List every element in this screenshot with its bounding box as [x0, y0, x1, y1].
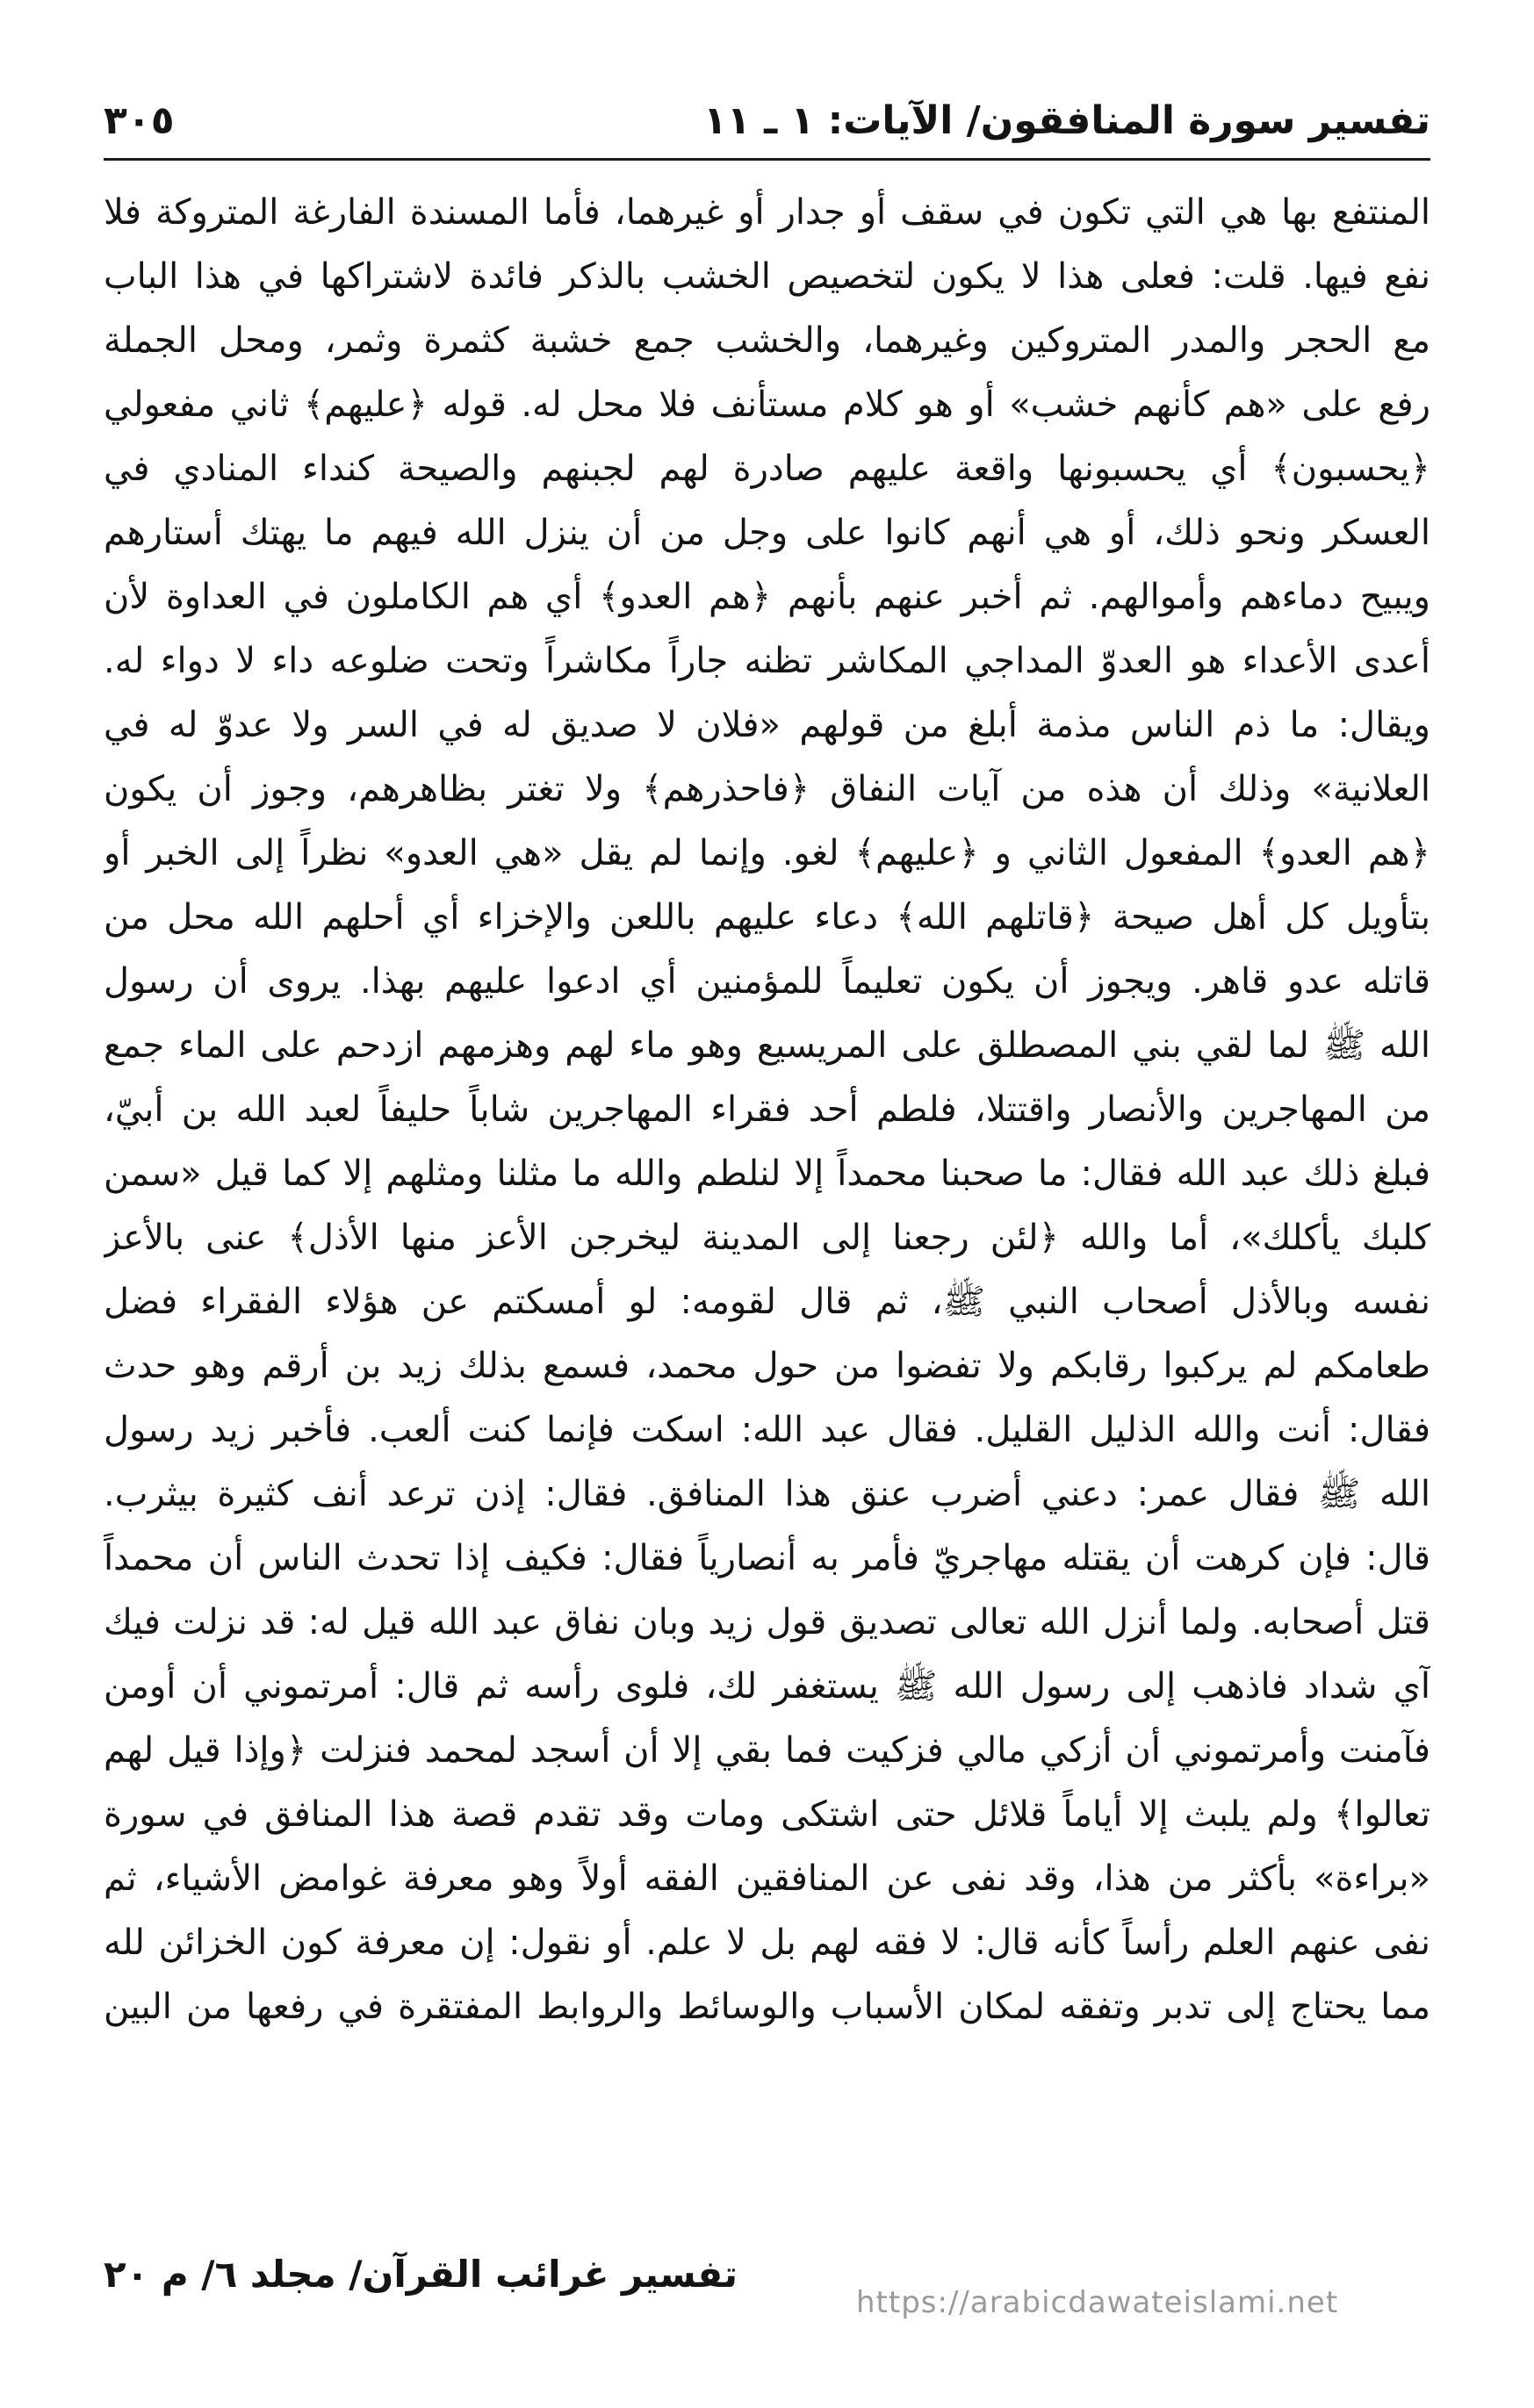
text-line: قتل أصحابه. ولما أنزل الله تعالى تصديق قول زيد وبان نفاق عبد الله قيل له: قد نزلت فيك — [104, 1602, 1430, 1642]
text-line: المنتفع بها هي التي تكون في سقف أو جدار أو غيرهما، فأما المسندة الفارغة المتروكة فلا — [104, 192, 1430, 233]
page-number: ٣٠٥ — [104, 98, 175, 143]
text-line: ﴿يحسبون﴾ أي يحسبونها واقعة عليهم صادرة لهم لجبنهم والصيحة كنداء المنادي في — [104, 449, 1430, 489]
text-line: كلبك يأكلك»، أما والله ﴿لئن رجعنا إلى المدينة ليخرجن الأعز منها الأذل﴾ عنى بالأعز — [104, 1218, 1430, 1258]
text-line: مع الحجر والمدر المتروكين وغيرهما، والخشب جمع خشبة كثمرة وثمر، ومحل الجملة — [104, 320, 1430, 361]
text-line: قاتله عدو قاهر. ويجوز أن يكون تعليماً للمؤمنين أي ادعوا عليهم بهذا. يروى أن رسول — [104, 961, 1430, 1002]
text-line: طعامكم لم يركبوا رقابكم ولا تفضوا من حول محمد، فسمع بذلك زيد بن أرقم وهو حدث — [104, 1346, 1430, 1386]
text-line: أعدى الأعداء هو العدوّ المداجي المكاشر تظنه جاراً مكاشراً وتحت ضلوعه داء لا دواء له. — [104, 641, 1430, 681]
text-line: «براءة» بأكثر من هذا، وقد نفى عن المنافقين الفقه أولاً وهو معرفة غوامض الأشياء، ثم — [104, 1858, 1430, 1899]
volume-signature: تفسير غرائب القرآن/ مجلد ٦/ م ٢٠ — [104, 2253, 738, 2296]
text-line: فآمنت وأمرتموني أن أزكي مالي فزكيت فما بقي إلا أن أسجد لمحمد فنزلت ﴿وإذا قيل لهم — [104, 1730, 1430, 1771]
text-line: فقال: أنت والله الذليل القليل. فقال عبد الله: اسكت فإنما كنت ألعب. فأخبر زيد رسول — [104, 1410, 1430, 1450]
text-line: نفسه وبالأذل أصحاب النبي ﷺ، ثم قال لقومه: لو أمسكتم عن هؤلاء الفقراء فضل — [104, 1282, 1430, 1322]
text-line: مما يحتاج إلى تدبر وتفقه لمكان الأسباب والوسائط والروابط المفتقرة في رفعها من البين — [104, 1987, 1430, 2027]
header-title: تفسير سورة المنافقون/ الآيات: ١ ـ ١١ — [703, 98, 1430, 143]
text-line: العلانية» وذلك أن هذه من آيات النفاق ﴿فاحذرهم﴾ ولا تغتر بظاهرهم، وجوز أن يكون — [104, 769, 1430, 809]
text-line: آي شداد فاذهب إلى رسول الله ﷺ يستغفر لك، فلوى رأسه ثم قال: أمرتموني أن أومن — [104, 1666, 1430, 1707]
text-line: ويقال: ما ذم الناس مذمة أبلغ من قولهم «فلان لا صديق له في السر ولا عدوّ له في — [104, 705, 1430, 745]
text-line: نفع فيها. قلت: فعلى هذا لا يكون لتخصيص الخشب بالذكر فائدة لاشتراكها في هذا الباب — [104, 256, 1430, 297]
text-line: الله ﷺ فقال عمر: دعني أضرب عنق هذا المنافق. فقال: إذن ترعد أنف كثيرة بيثرب. — [104, 1474, 1430, 1514]
header-rule — [104, 158, 1430, 161]
text-line: قال: فإن كرهت أن يقتله مهاجريّ فأمر به أنصارياً فقال: فكيف إذا تحدث الناس أن محمداً — [104, 1538, 1430, 1578]
body-text — [104, 181, 1430, 2226]
text-line: من المهاجرين والأنصار واقتتلا، فلطم أحد فقراء المهاجرين شاباً حليفاً لعبد الله بن أبيّ، — [104, 1089, 1430, 1130]
source-watermark: https://arabicdawateislami.net — [856, 2285, 1339, 2320]
text-line: نفى عنهم العلم رأساً كأنه قال: لا فقه لهم بل لا علم. أو نقول: إن معرفة كون الخزائن لله — [104, 1923, 1430, 1963]
text-line: ويبيح دماءهم وأموالهم. ثم أخبر عنهم بأنهم ﴿هم العدو﴾ أي هم الكاملون في العداوة لأن — [104, 577, 1430, 617]
running-header — [104, 84, 1430, 158]
text-line: ﴿هم العدو﴾ المفعول الثاني و ﴿عليهم﴾ لغو. وإنما لم يقل «هي العدو» نظراً إلى الخبر أو — [104, 833, 1430, 873]
text-line: بتأويل كل أهل صيحة ﴿قاتلهم الله﴾ دعاء عليهم باللعن والإخزاء أي أحلهم الله محل من — [104, 897, 1430, 938]
text-line: تعالوا﴾ ولم يلبث إلا أياماً قلائل حتى اشتكى ومات وقد تقدم قصة هذا المنافق في سورة — [104, 1794, 1430, 1835]
text-line: العسكر ونحو ذلك، أو هي أنهم كانوا على وجل من أن ينزل الله فيهم ما يهتك أستارهم — [104, 513, 1430, 553]
text-line: رفع على «هم كأنهم خشب» أو هو كلام مستأنف فلا محل له. قوله ﴿عليهم﴾ ثاني مفعولي — [104, 385, 1430, 425]
text-line: فبلغ ذلك عبد الله فقال: ما صحبنا محمداً إلا لنلطم والله ما مثلنا ومثلهم إلا كما قيل «سمن — [104, 1154, 1430, 1194]
text-line: الله ﷺ لما لقي بني المصطلق على المريسيع وهو ماء لهم وهزمهم ازدحم على الماء جمع — [104, 1025, 1430, 1066]
